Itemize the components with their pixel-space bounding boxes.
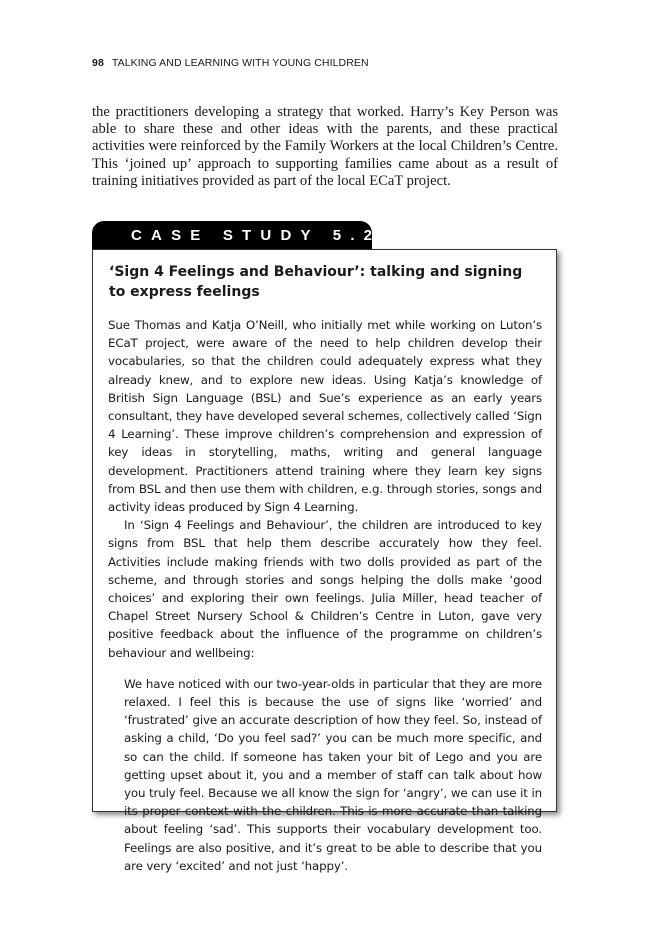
case-study-title: ‘Sign 4 Feelings and Behaviour’: talking and signing to express feelings bbox=[109, 264, 523, 300]
page-number: 98 bbox=[92, 57, 104, 69]
case-study-label: CASE STUDY 5.2 bbox=[92, 221, 372, 251]
case-study-paragraph-1: Sue Thomas and Katja O’Neill, who initially met while working on Luton’s ECaT project, were aware of the need to help children develop their vocabularies, so that the children could adequately express what they already knew, and to explore new ideas. Using Katja’s knowledge of British Sign Language (BSL) and Sue’s experience as an early years consultant, they have developed several schemes, collectively called ‘Sign 4 Learning’. These improve children’s comprehension and expression of key ideas in storytelling, maths, writing and general language development. Practitioners attend training where they learn key signs from BSL and then use them with children, e.g. through stories, songs and activity ideas produced by Sign 4 Learning. bbox=[108, 318, 542, 515]
case-study-body bbox=[108, 316, 542, 875]
case-study-quote: We have noticed with our two-year-olds in particular that they are more relaxed. I feel this is because the use of signs like ‘worried’ and ‘frustrated’ give an accurate description of how they feel. So, instead of asking a child, ‘Do you feel sad?’ you can be much more specific, and so can the child. If someone has taken your bit of Lego and you are getting upset about it, you and a member of staff can talk about how you truly feel. Because we all know the sign for ‘angry’, we can use it in its proper context with the children. This is more accurate than talking about feeling ‘sad’. This supports their vocabulary development too. Feelings are also positive, and it’s great to be able to describe that you are very ‘excited’ and not just ‘happy’. bbox=[124, 676, 542, 873]
running-title: TALKING AND LEARNING WITH YOUNG CHILDREN bbox=[111, 57, 369, 69]
case-study-box bbox=[92, 249, 557, 873]
running-header bbox=[92, 57, 369, 69]
case-study-paragraph-2: In ‘Sign 4 Feelings and Behaviour’, the children are introduced to key signs from BSL that help them describe accurately how they feel. Activities include making friends with two dolls provided as part of the scheme, and through stories and songs helping the dolls make ‘good choices’ and exploring their own feelings. Julia Miller, head teacher of Chapel Street Nursery School & Children’s Centre in Luton, gave very positive feedback about the influence of the programme on children’s behaviour and wellbeing: bbox=[108, 518, 542, 660]
intro-paragraph: the practitioners developing a strategy that worked. Harry’s Key Person was able to share these and other ideas with the parents, and these practical activities were reinforced by the Family Workers at the local Children’s Centre. This ‘joined up’ approach to supporting families came about as a result of training initiatives provided as part of the local ECaT project. bbox=[92, 104, 558, 189]
